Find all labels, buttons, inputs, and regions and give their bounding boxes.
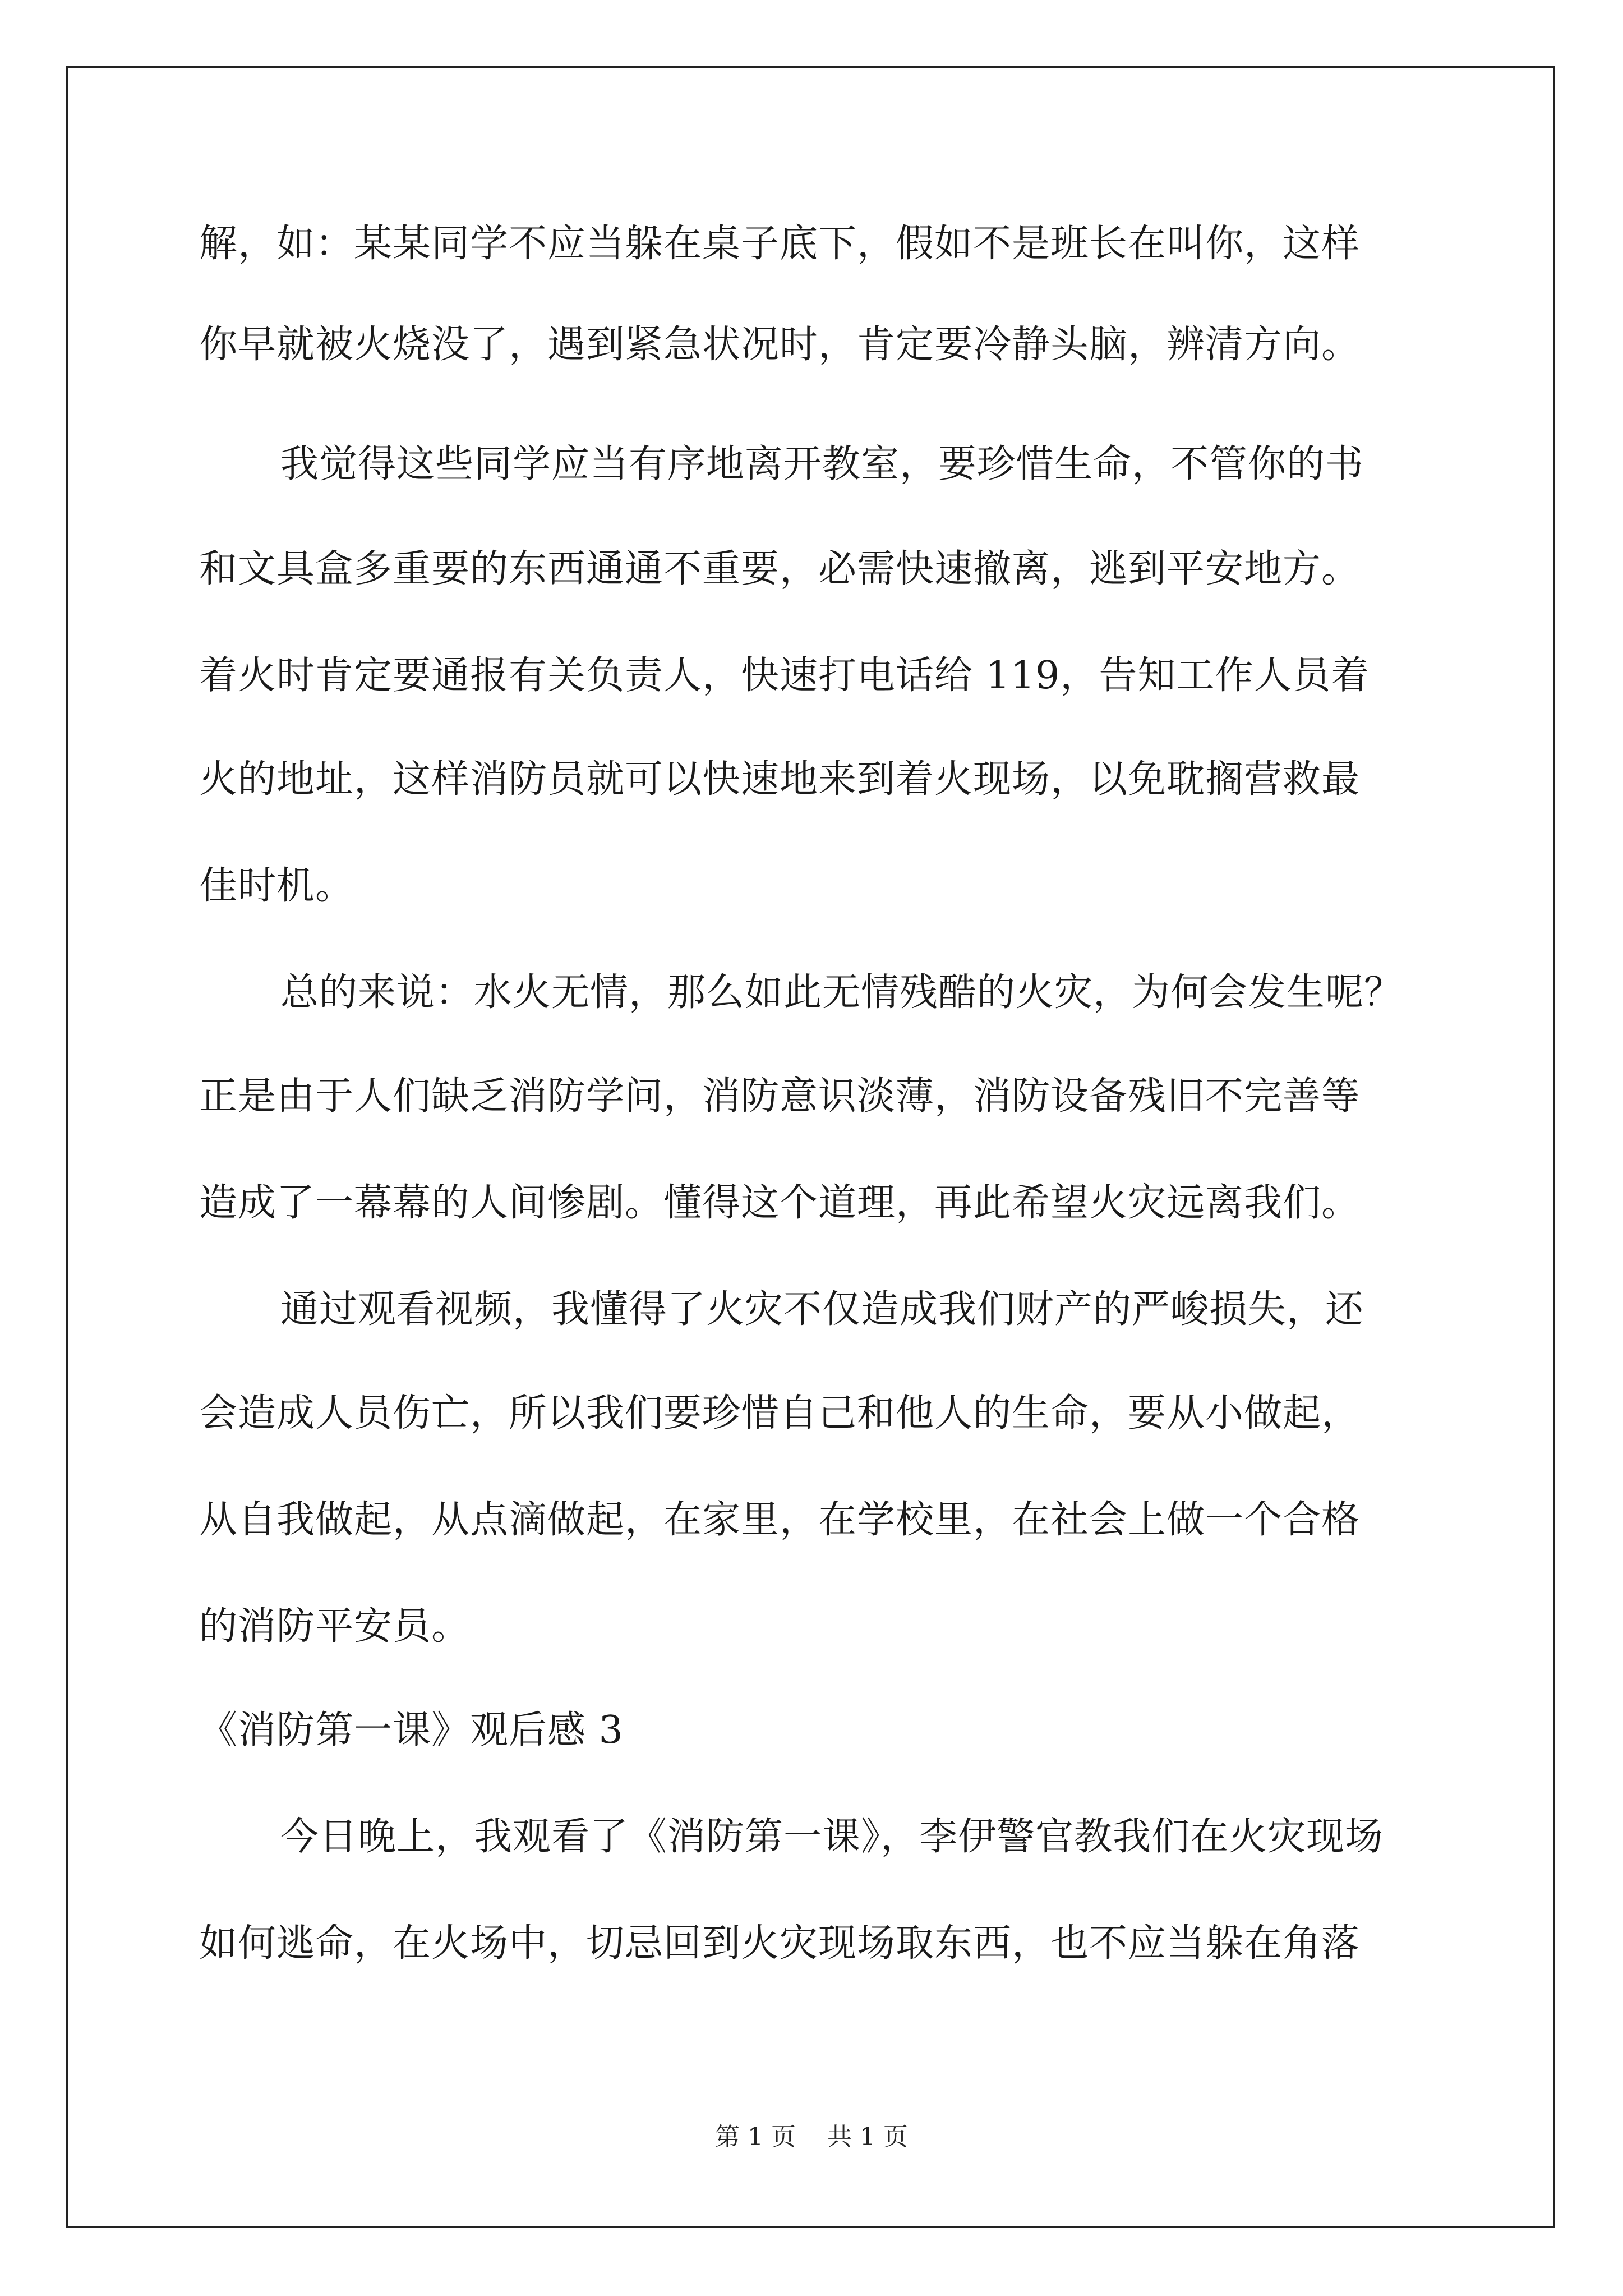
text-line-14: 的消防平安员。 (199, 1604, 471, 1649)
page-footer (0, 2120, 1623, 2154)
text-line-12: 会造成人员伤亡，所以我们要珍惜自己和他人的生命，要从小做起， (199, 1391, 1361, 1435)
page-border (66, 66, 1555, 2228)
text-line-11: 通过观看视频，我懂得了火灾不仅造成我们财产的严峻损失，还 (280, 1287, 1364, 1332)
text-line-1: 解，如：某某同学不应当躲在桌子底下，假如不是班长在叫你，这样 (199, 222, 1361, 266)
text-line-8: 总的来说：水火无情，那么如此无情残酷的火灾，为何会发生呢？ (280, 970, 1403, 1015)
text-line-5: 着火时肯定要通报有关负责人，快速打电话给 119，告知工作人员着 (199, 654, 1370, 698)
text-line-13: 从自我做起，从点滴做起，在家里，在学校里，在社会上做一个合格 (199, 1498, 1361, 1542)
text-line-2: 你早就被火烧没了，遇到紧急状况时，肯定要冷静头脑，辨清方向。 (199, 323, 1361, 367)
text-line-3: 我觉得这些同学应当有序地离开教室，要珍惜生命，不管你的书 (280, 442, 1364, 486)
text-line-7: 佳时机。 (199, 864, 354, 908)
text-line-17: 如何逃命，在火场中，切忌回到火灾现场取东西，也不应当躲在角落 (199, 1921, 1361, 1966)
page-total: 共 1 页 (827, 2123, 908, 2151)
text-line-9: 正是由于人们缺乏消防学问，消防意识淡薄，消防设备残旧不完善等 (199, 1074, 1361, 1119)
section-heading: 《消防第一课》观后感 3 (199, 1708, 624, 1752)
text-line-6: 火的地址，这样消防员就可以快速地来到着火现场，以免耽搁营救最 (199, 757, 1361, 802)
text-line-4: 和文具盒多重要的东西通通不重要，必需快速撤离，逃到平安地方。 (199, 547, 1361, 591)
text-line-10: 造成了一幕幕的人间惨剧。懂得这个道理，再此希望火灾远离我们。 (199, 1181, 1361, 1225)
page-number: 第 1 页 (715, 2123, 796, 2151)
text-line-16: 今日晚上，我观看了《消防第一课》，李伊警官教我们在火灾现场 (280, 1815, 1384, 1859)
